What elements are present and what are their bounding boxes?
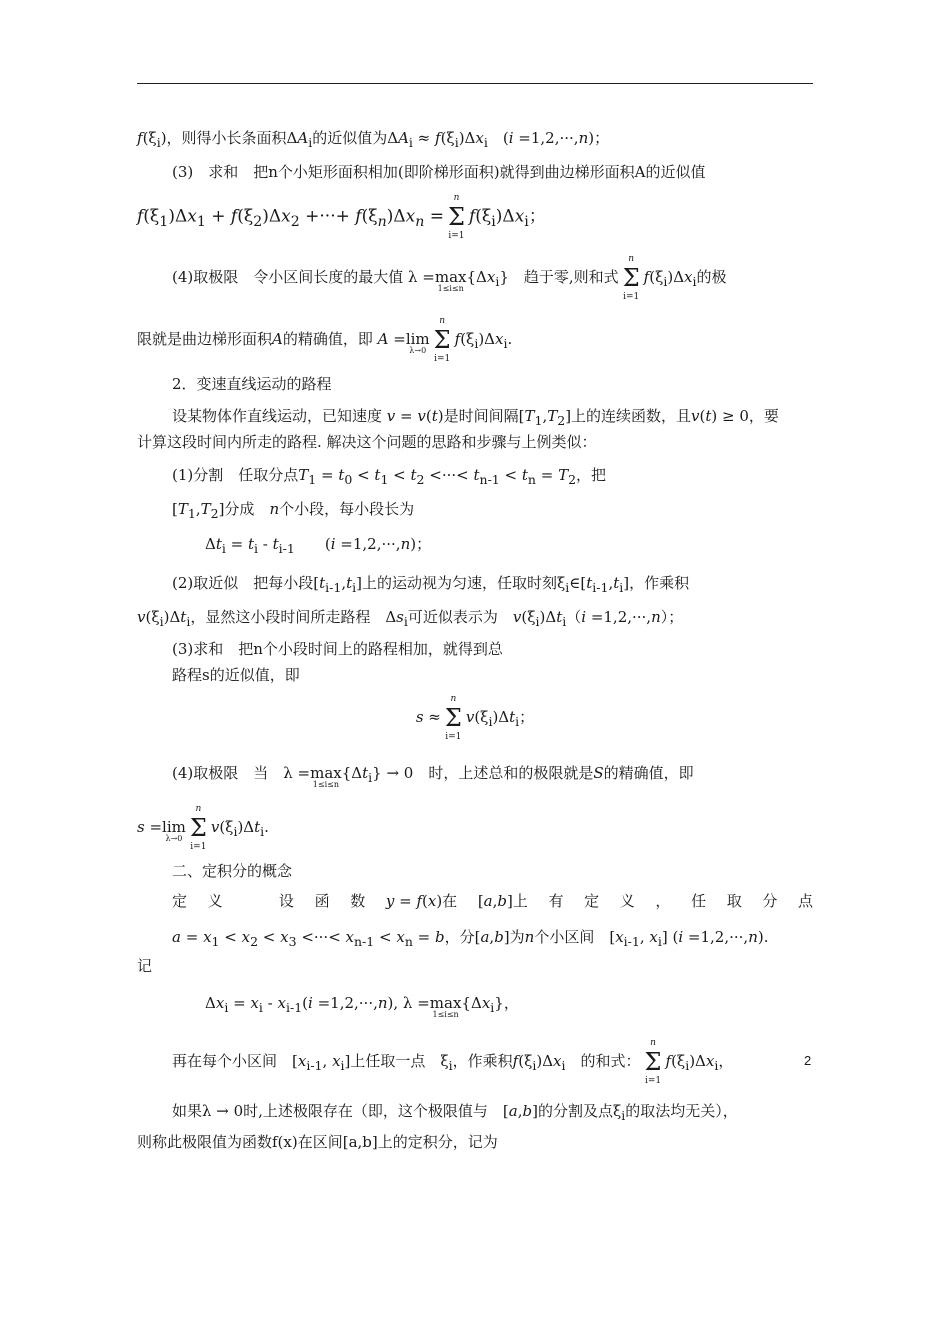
text-line-7: 设某物体作直线运动，已知速度 v = v(t)是时间间隔$[T_1,T_2]$上的连续函数，且v(t) ≥ 0，要 [172,407,779,428]
formula-line-16: s ≈ n Σ i=1 $v(\xi_i)\Delta t_i$； [415,694,535,742]
text-line-24: 再在每个小区间 [$x_{i-1}$, $x_i$]上任取一点 $\xi_i$，作乘积$f(\xi_i)\Delta x_i$ 的和式： n Σ i=1 $f(\xi_i)\Delta x_i$， [172,1038,734,1086]
text-line-13: $v(\xi_i)\Delta t_i$，显然这小段时间所走路程 $\Delta s_i$可近似表示为 $v(\xi_i)\Delta t_i(i =1,2,\cdot\cdot\cdot,n)$； [137,608,684,629]
section-heading-2: 2．变速直线运动的路程 [172,375,332,393]
text-line-4: (4)取极限 令小区间长度的最大值 λ =max 1≤i≤n $\{\Delta x_i\}$ 趋于零,则和式 n Σ i=1 $f(\xi_i)\Delta x_i$的极 [172,254,727,302]
header-rule [137,83,813,84]
text-line-14: (3)求和 把n个小段时间上的路程相加，就得到总 [172,640,503,658]
formula-line-23: $\Delta x_i = x_i - x_{i-1}(i =1,2,\cdot\cdot\cdot,n)$, λ =max 1≤i≤n $\{\Delta x_i\}$， [205,994,519,1019]
text-line-25: 如果λ → 0时,上述极限存在（即，这个极限值与 [a,b]的分割及点$\xi_i$的取法均无关）， [172,1102,738,1123]
page-number: 2 [804,1053,812,1068]
text-line-2: (3) 求和 把n个小矩形面积相加(即阶梯形面积)就得到曲边梯形面积A的近似值 [172,163,706,181]
formula-line-11: $\Delta t_i = t_i - t_{i-1}$ (i =1,2,···,n)； [205,535,432,556]
text-line-21: $a = x_1 < x_2 < x_3$ <···< $x_{n-1} < x_n = b$，分[a,b]为n个小区间 [$x_{i-1}$, $x_i$] (i =1,2,···,n). [172,928,769,949]
text-line-17: (4)取极限 当 λ =max 1≤i≤n $\{\Delta t_i\} \to 0$ 时，上述总和的极限就是S的精确值，即 [172,764,694,789]
sum-symbol: n Σ i=1 [644,1038,662,1086]
sum-symbol: n Σ i=1 [189,804,207,852]
text-line-5: 限就是曲边梯形面积A的精确值，即 A =lim λ→0 n Σ i=1 $f(\xi_i)\Delta x_i$. [137,316,513,364]
sum-symbol: n Σ i=1 [622,254,640,302]
text-line-10: $[T_1,T_2]$分成 n个小段，每小段长为 [172,500,415,521]
text-line-12: (2)取近似 把每小段$[t_{i-1},t_i]$上的运动视为匀速，任取时刻$\xi_i\in[t_{i-1},t_i]$，作乘积 [172,574,690,595]
text-line-15: 路程s的近似值，即 [172,666,300,684]
text-line-22: 记 [137,957,153,975]
text-line-20: 定 义 设 函 数 y = f(x)在 [a,b]上 有 定 义 ， 任 取 分 点 [172,892,813,910]
sum-symbol: n Σ i=1 [433,316,451,364]
text-line-9: (1)分割 任取分点$T_1 = t_0 < t_1 < t_2$ <···< $t_{n-1} < t_n = T_2$，把 [172,466,607,487]
formula-line-3: $f(\xi_1)\Delta x_1 + f(\xi_2)\Delta x_2$ +···+ $f(\xi_n)\Delta x_n$ = n Σ i=1 $f(\xi_i)\Delta x_i$； [137,193,546,241]
text-line-26: 则称此极限值为函数f(x)在区间[a,b]上的定积分，记为 [137,1133,498,1151]
sum-symbol: n Σ i=1 [447,193,465,241]
sum-symbol: n Σ i=1 [444,694,462,742]
text-line-1: $f(\xi_i)$，则得小长条面积$\Delta A_i$的近似值为$\Delta A_i \approx f(\xi_i)\Delta x_i$ (i =1,2,···,n)； [137,129,610,150]
formula-line-18: s =lim λ→0 n Σ i=1 $v(\xi_i)\Delta t_i$. [137,804,269,852]
section-heading-concept: 二、定积分的概念 [172,862,293,880]
text-line-8: 计算这段时间内所走的路程. 解决这个问题的思路和步骤与上例类似： [137,433,597,451]
